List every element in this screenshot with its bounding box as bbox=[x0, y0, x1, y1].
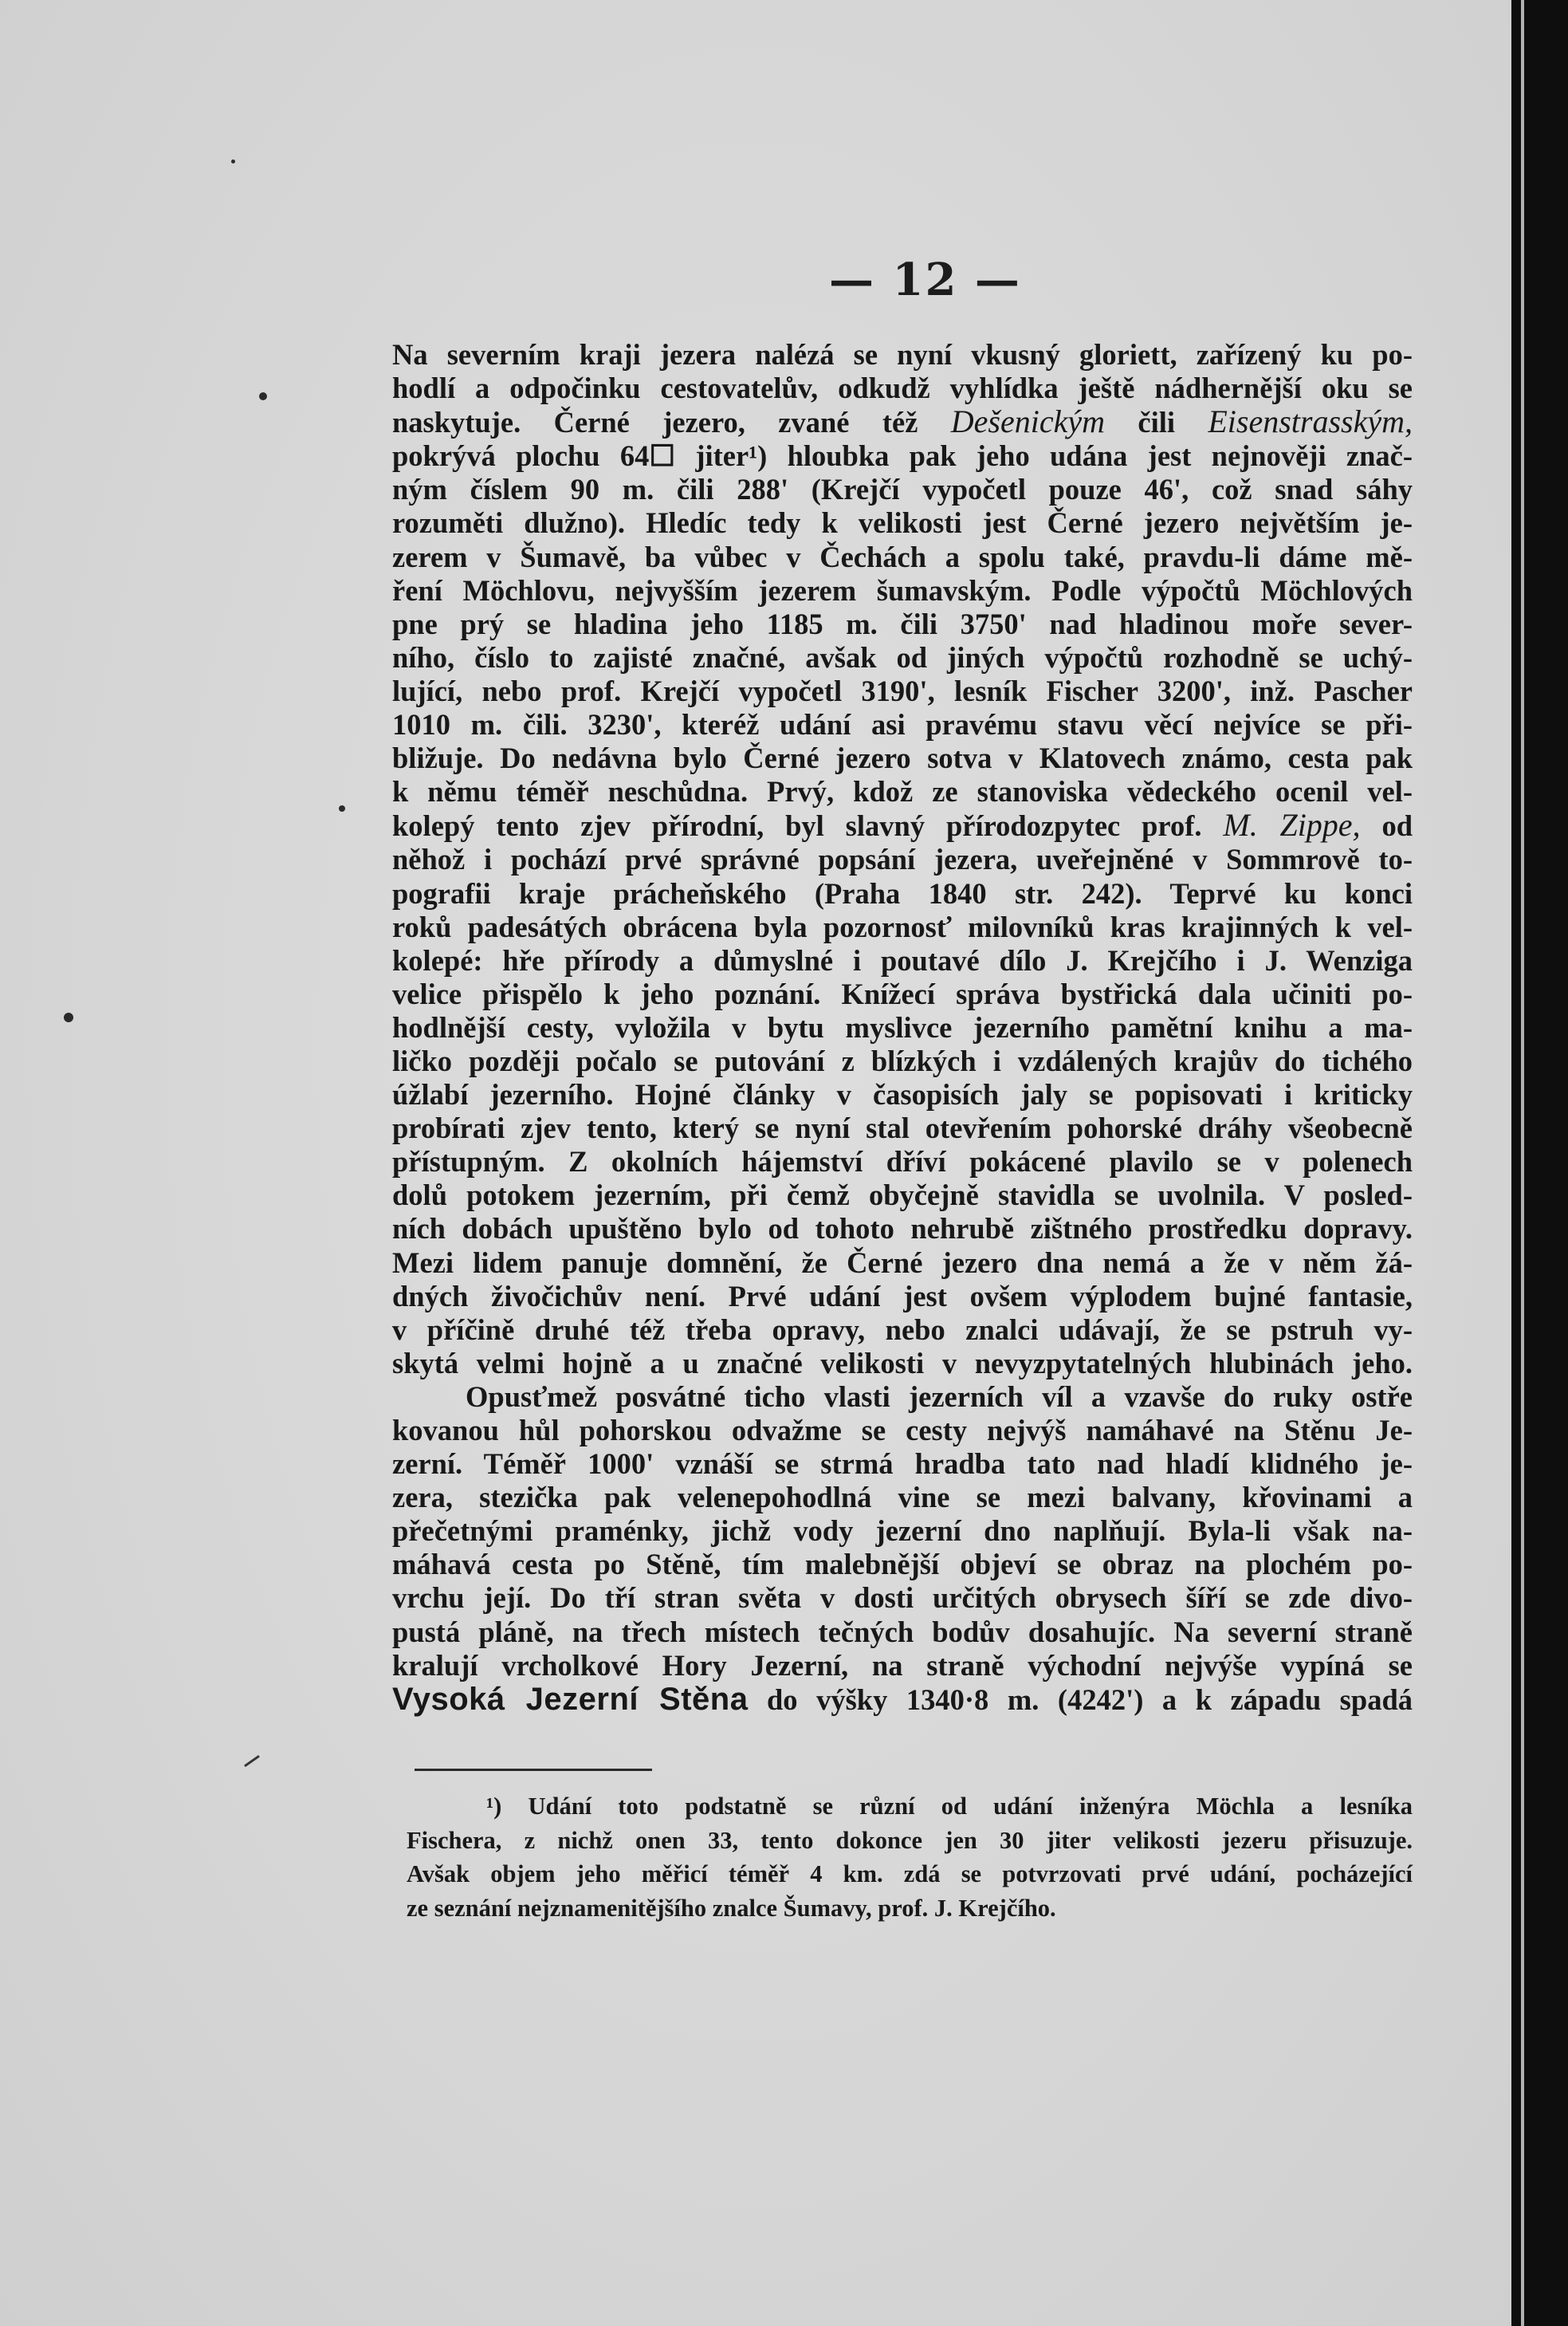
footnote bbox=[407, 1789, 1413, 1925]
text-line: úžlabí jezerního. Hojné články v časopisích jaly se popisovati i kriticky bbox=[392, 1078, 1413, 1112]
text-line: dolů potokem jezerním, při čemž obyčejně stavidla se uvolnila. V posled- bbox=[392, 1179, 1413, 1212]
footnote-line: Avšak objem jeho měřicí téměř 4 km. zdá se potvrzovati prvé udání, pocházející bbox=[407, 1860, 1413, 1887]
text-line: ního, číslo to zajisté značné, avšak od jiných výpočtů rozhodně se uchý- bbox=[392, 640, 1413, 674]
text-line: ních dobách upuštěno bylo od tohoto nehrubě zištného prostředku dopravy. bbox=[392, 1212, 1413, 1246]
text-line: lující, nebo prof. Krejčí vypočetl 3190', lesník Fischer 3200', inž. Pascher bbox=[392, 674, 1413, 707]
text-line: kovanou hůl pohorskou odvažme se cesty nejvýš namáhavé na Stěnu Je- bbox=[392, 1414, 1413, 1446]
text-line: pustá pláně, na třech místech tečných bodův dosahujíc. Na severní straně bbox=[392, 1615, 1413, 1648]
text-line: pne prý se hladina jeho 1185 m. čili 3750' nad hladinou moře sever- bbox=[392, 607, 1413, 640]
text-line: ným číslem 90 m. čili 288' (Krejčí vypočetl pouze 46', což snad sáhy bbox=[392, 473, 1413, 506]
text-line: Mezi lidem panuje domnění, že Černé jezero dna nemá a že v něm žá- bbox=[392, 1246, 1413, 1279]
lake-name-eisenstrassky: Eisenstrasským, bbox=[1208, 403, 1413, 440]
scan-mark bbox=[244, 1755, 260, 1767]
text-line: hodlí a odpočinku cestovatelův, odkudž vyhlídka ještě nádhernější oku se bbox=[392, 372, 1413, 405]
text-line: naskytuje. Černé jezero, zvané též Dešenickým čili Eisenstrasským, bbox=[392, 403, 1413, 440]
text-line: Opusťmež posvátné ticho vlasti jezerních víl a vzavše do ruky ostře bbox=[466, 1379, 1413, 1413]
text-line: roků padesátých obrácena byla pozornosť milovníků kras krajinných k vel- bbox=[392, 910, 1413, 943]
text-line: 1010 m. čili. 3230', kteréž udání asi pravému stavu věcí nejvíce se při- bbox=[392, 708, 1413, 742]
text-line: přístupným. Z okolních hájemství dříví pokácené plavilo se v polenech bbox=[392, 1145, 1413, 1179]
text-line: probírati zjev tento, který se nyní stal otevřením pohorské dráhy všeobecně bbox=[392, 1112, 1413, 1145]
text-line: hodlnější cesty, vyložila v bytu myslivce jezerního pamětní knihu a ma- bbox=[392, 1010, 1413, 1044]
text-line: pokrývá plochu 64☐ jiter¹) hloubka pak jeho udána jest nejnověji znač- bbox=[392, 439, 1413, 473]
text-line: v příčině druhé též třeba opravy, nebo znalci udávají, že se pstruh vy- bbox=[392, 1313, 1413, 1346]
text-line: skytá velmi hojně a u značné velikosti v nevyzpytatelných hlubinách jeho. bbox=[392, 1346, 1413, 1379]
scan-speck bbox=[231, 159, 235, 163]
text-line: Na severním kraji jezera nalézá se nyní vkusný gloriett, zařízený ku po- bbox=[392, 338, 1413, 371]
text-line: máhavá cesta po Stěně, tím malebnější objeví se obraz na plochém po- bbox=[392, 1548, 1413, 1581]
lake-name-desenicky: Dešenickým bbox=[950, 403, 1105, 440]
footnote-line: ze seznání nejznamenitějšího znalce Šumavy, prof. J. Krejčího. bbox=[407, 1894, 1056, 1922]
footnote-line: Fischera, z nichž onen 33, tento dokonce jen 30 jiter velikosti jezeru přisuzuje. bbox=[407, 1826, 1413, 1854]
text-line: zera, stezička pak velenepohodlná vine se mezi balvany, křovinami a bbox=[392, 1481, 1413, 1514]
scan-border bbox=[1511, 0, 1568, 2326]
text-line: kolepé: hře přírody a důmyslné i poutavé dílo J. Krejčího i J. Wenziga bbox=[392, 943, 1413, 977]
text-line: Vysoká Jezerní Stěna do výšky 1340·8 m. (4242') a k západu spadá bbox=[392, 1681, 1413, 1717]
text-line: bližuje. Do nedávna bylo Černé jezero sotva v Klatovech známo, cesta pak bbox=[392, 742, 1413, 775]
text-line: něhož i pochází prvé správné popsání jezera, uveřejněné v Sommrově to- bbox=[392, 843, 1413, 876]
text-line: vrchu její. Do tří stran světa v dosti určitých obrysech šíří se zde divo- bbox=[392, 1581, 1413, 1615]
summit-name: Vysoká Jezerní Stěna bbox=[392, 1681, 749, 1717]
footnote-rule bbox=[415, 1769, 652, 1771]
text-line: k němu téměř neschůdna. Prvý, kdož ze stanoviska vědeckého ocenil vel- bbox=[392, 775, 1413, 809]
text-line: dných živočichův není. Prvé udání jest ovšem výplodem bujné fantasie, bbox=[392, 1279, 1413, 1313]
scan-speck bbox=[339, 805, 345, 812]
text-line: kralují vrcholkové Hory Jezerní, na straně východní nejvýše vypíná se bbox=[392, 1648, 1413, 1682]
scan-speck bbox=[64, 1013, 73, 1022]
body-text bbox=[392, 338, 1413, 1717]
text-line: ření Möchlovu, nejvyšším jezerem šumavským. Podle výpočtů Möchlových bbox=[392, 573, 1413, 607]
footnote-line: ¹) Udání toto podstatně se různí od udání inženýra Möchla a lesníka bbox=[486, 1793, 1413, 1820]
text-line: velice přispělo k jeho poznání. Knížecí správa bystřická dala učiniti po- bbox=[392, 977, 1413, 1010]
scan-border-line bbox=[1521, 0, 1524, 2326]
text-line: ličko později počalo se putování z blízkých i vzdálených krajův do tichého bbox=[392, 1044, 1413, 1077]
text-line: kolepý tento zjev přírodní, byl slavný přírodozpytec prof. M. Zippe, od bbox=[392, 807, 1413, 844]
text-line: pografii kraje prácheňského (Praha 1840 str. 242). Teprvé ku konci bbox=[392, 876, 1413, 910]
text-line: přečetnými praménky, jichž vody jezerní dno naplňují. Byla-li však na- bbox=[392, 1514, 1413, 1548]
text-line: zerem v Šumavě, ba vůbec v Čechách a spolu také, pravdu-li dáme mě- bbox=[392, 540, 1413, 573]
scan-speck bbox=[259, 392, 267, 400]
text-line: zerní. Téměř 1000' vznáší se strmá hradba tato nad hladí klidného je- bbox=[392, 1447, 1413, 1481]
text-line: rozuměti dlužno). Hledíc tedy k velikosti jest Černé jezero největším je- bbox=[392, 506, 1413, 540]
person-name-zippe: M. Zippe, bbox=[1223, 807, 1361, 844]
page-number: — 12 — bbox=[829, 254, 1021, 306]
